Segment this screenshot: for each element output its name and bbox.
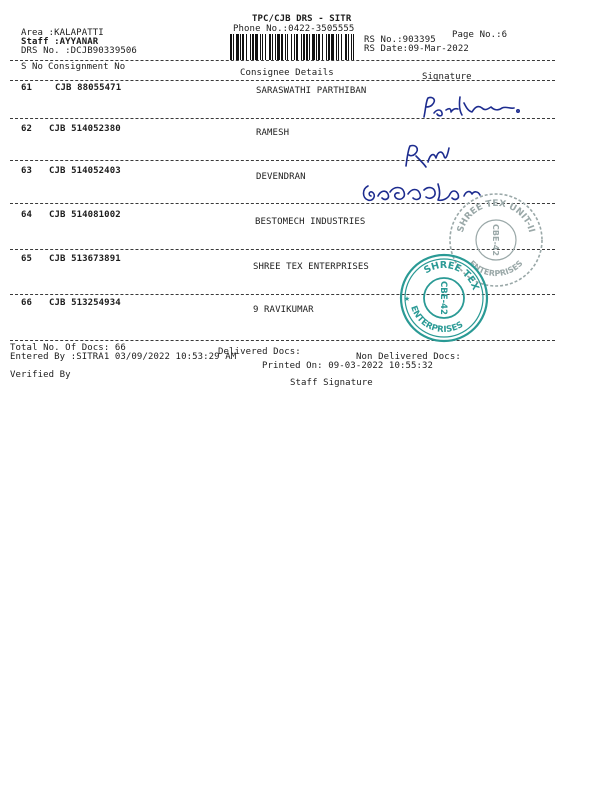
faded-stamp-center-text: CBE-42 (491, 224, 500, 256)
rs-date: RS Date:09-Mar-2022 (364, 44, 469, 54)
row-sno: 66 (21, 298, 33, 308)
staff-signature: Staff Signature (290, 378, 373, 388)
page-number: Page No.:6 (452, 30, 508, 40)
faded-stamp-bottom-text: ENTERPRISES (467, 258, 525, 279)
row-sno: 65 (21, 254, 33, 264)
total-docs: Total No. Of Docs: 66 (10, 343, 126, 353)
row-consignee: SHREE TEX ENTERPRISES (253, 262, 369, 272)
non-delivered-docs: Non Delivered Docs: (356, 352, 461, 362)
row-consignee: BESTOMECH INDUSTRIES (255, 217, 366, 227)
svg-text:ENTERPRISES (403, 302, 467, 343)
row-sno: 64 (21, 210, 33, 220)
company-stamp (398, 252, 490, 344)
row-consignee: DEVENDRAN (256, 172, 306, 182)
staff: Staff :AYYANAR (21, 37, 99, 47)
faded-stamp-top-text: SHREE TEX UNIT-II (455, 198, 537, 234)
row-sno: 61 (21, 83, 33, 93)
row-sno: 63 (21, 166, 33, 176)
column-consignment: Consignment No (48, 62, 126, 72)
column-consignee: Consignee Details (240, 68, 334, 78)
row-consignment: CJB 513254934 (49, 298, 121, 308)
area: Area :KALAPATTI (21, 28, 104, 38)
row-consignment: CJB 88055471 (55, 83, 122, 93)
stamp-center-text: CBE-42 (438, 281, 448, 315)
signature-row-62 (402, 142, 462, 170)
row-consignment: CJB 513673891 (49, 254, 121, 264)
column-signature: Signature (422, 72, 472, 82)
header-divider (10, 60, 555, 61)
document-title: TPC/CJB DRS - SITR (252, 14, 352, 24)
stamp-star-left: ★ (403, 295, 411, 303)
rs-number: RS No.:903395 (364, 35, 436, 45)
delivered-docs: Delivered Docs: (218, 347, 301, 357)
entered-by: Entered By :SITRA1 03/09/2022 10:53:29 AM (10, 352, 237, 362)
printed-on: Printed On: 09-03-2022 10:55:32 (262, 361, 434, 371)
drs-number: DRS No. :DCJB90339506 (21, 46, 137, 56)
row-consignment: CJB 514052403 (49, 166, 121, 176)
row-sno: 62 (21, 124, 33, 134)
row-divider (10, 160, 555, 161)
barcode (230, 34, 354, 60)
verified-by: Verified By (10, 370, 71, 380)
row-consignment: CJB 514052380 (49, 124, 121, 134)
signature-row-61 (420, 95, 525, 121)
header-divider (10, 80, 555, 81)
phone-number: Phone No.:0422-3505555 (233, 24, 355, 34)
row-consignment: CJB 514081002 (49, 210, 121, 220)
column-sno: S No (21, 62, 44, 72)
row-consignee: 9 RAVIKUMAR (253, 305, 314, 315)
stamp-top-text: SHREE TEX (422, 259, 481, 292)
stamp-bottom-text: ENTERPRISES (408, 304, 466, 336)
row-consignee: RAMESH (256, 128, 290, 138)
row-consignee: SARASWATHI PARTHIBAN (256, 86, 367, 96)
